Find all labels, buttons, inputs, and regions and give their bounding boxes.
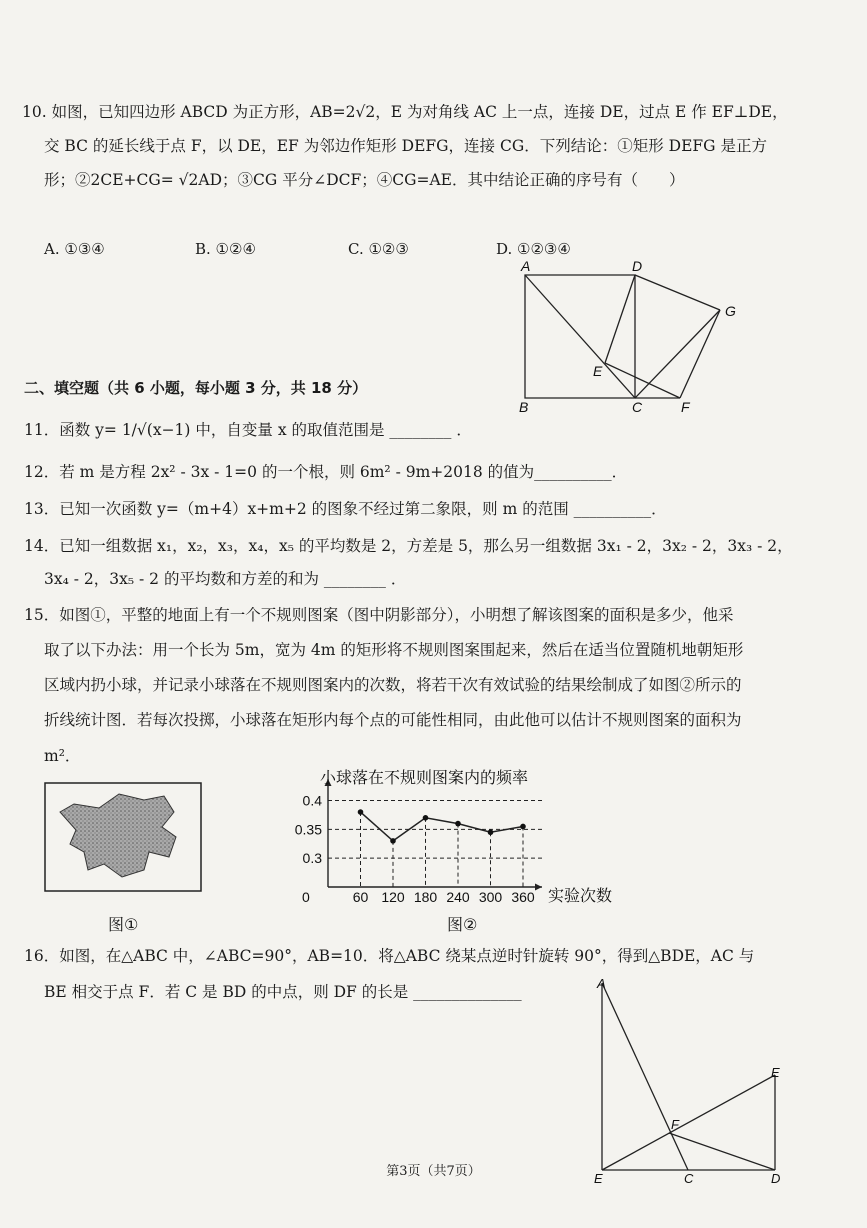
label-e: E (593, 363, 603, 379)
x-tick-label: 300 (478, 889, 503, 905)
data-point (455, 821, 461, 827)
label-a: A (597, 976, 606, 991)
q13: 13．已知一次函数 y=（m+4）x+m+2 的图象不经过第二象限，则 m 的范围 __________． (24, 500, 667, 518)
series-line (361, 812, 524, 841)
x-axis-label: 实验次数 (548, 888, 613, 905)
fig2-caption: 图② (447, 915, 478, 934)
q14-line1: 14．已知一组数据 x₁，x₂，x₃，x₄，x₅ 的平均数是 2，方差是 5，那么另一组数据 3x₁ - 2，3x₂ - 2，3x₃ - 2， (24, 537, 793, 555)
segment-cg (635, 310, 720, 398)
fig1-rectangle-with-pattern (44, 782, 204, 894)
label-d: D (632, 258, 643, 274)
q15-line4: 折线统计图．若每次投掷，小球落在矩形内每个点的可能性相同，由此他可以估计不规则图案的面积为 (44, 711, 742, 729)
q10-option-a: A. ①③④ (44, 240, 105, 258)
label-d: D (771, 1171, 781, 1185)
chart-title: 小球落在不规则图案内的频率 (320, 770, 529, 787)
segment-dg (635, 275, 720, 310)
q10-option-d: D. ①②③④ (496, 240, 571, 258)
segment-ac (602, 983, 688, 1170)
q10-geometry-figure (505, 255, 755, 420)
q10-line1: 10. 如图，已知四边形 ABCD 为正方形，AB=2√2，E 为对角线 AC 上一点，连接 DE，过点 E 作 EF⊥DE， (22, 103, 788, 121)
label-b: E (594, 1171, 603, 1185)
x-tick-label: 360 (511, 889, 535, 905)
q15-line2: 取了以下办法：用一个长为 5m，宽为 4m 的矩形将不规则图案围起来，然后在适当位置随机地朝矩形 (44, 641, 744, 659)
label-a: A (521, 258, 531, 274)
x-axis-arrow (535, 884, 542, 891)
label-f: F (671, 1117, 679, 1132)
fig2-frequency-chart (280, 765, 630, 905)
y-tick-label: 0.4 (302, 792, 322, 809)
q10-line3: 形；②2CE+CG= √2AD；③CG 平分∠DCF；④CG=AE．其中结论正确的序号有（ ） (44, 171, 685, 189)
y-tick-label: 0.3 (302, 850, 322, 867)
label-g: G (725, 303, 736, 319)
origin-label: 0 (302, 889, 310, 905)
label-b: B (519, 399, 529, 415)
label-e: E (771, 1065, 780, 1080)
q10-option-b: B. ①②④ (195, 240, 256, 258)
q15-line5: m²． (44, 747, 81, 765)
data-point (488, 829, 494, 835)
q10-option-c: C. ①②③ (348, 240, 409, 258)
x-tick-label: 120 (381, 889, 405, 905)
section-heading: 二、填空题（共 6 小题，每小题 3 分，共 18 分） (24, 379, 368, 397)
q10-line2: 交 BC 的延长线于点 F，以 DE，EF 为邻边作矩形 DEFG，连接 CG．下列结论：①矩形 DEFG 是正方 (44, 137, 767, 155)
q12: 12．若 m 是方程 2x² - 3x - 1=0 的一个根，则 6m² - 9m+2018 的值为__________． (24, 463, 628, 481)
q15-line3: 区域内扔小球，并记录小球落在不规则图案内的次数，将若干次有效试验的结果绘制成了如图②所示的 (44, 676, 742, 694)
x-tick-label: 240 (446, 889, 470, 905)
page-footer: 第3页（共7页） (386, 1164, 481, 1179)
data-point (423, 815, 429, 821)
label-c: C (684, 1171, 694, 1185)
x-tick-label: 180 (413, 889, 438, 905)
segment-be (602, 1075, 775, 1170)
q16-line1: 16．如图，在△ABC 中，∠ABC=90°，AB=10．将△ABC 绕某点逆时针旋转 90°，得到△BDE，AC 与 (24, 947, 755, 965)
x-tick-label: 60 (352, 889, 369, 905)
data-point (390, 838, 396, 844)
segment-de (605, 275, 635, 363)
segment-ef (605, 363, 680, 398)
data-point (358, 809, 364, 815)
q16-line2: BE 相交于点 F．若 C 是 BD 的中点，则 DF 的长是 ______________ (44, 983, 522, 1001)
fig1-caption: 图① (108, 915, 139, 934)
q11: 11．函数 y= 1/√(x−1) 中，自变量 x 的取值范围是 ________ ． (24, 421, 472, 439)
diagonal-ac (525, 275, 635, 398)
q14-line2: 3x₄ - 2，3x₅ - 2 的平均数和方差的和为 ________ ． (44, 570, 407, 588)
label-f: F (681, 399, 690, 415)
segment-gf (680, 310, 720, 398)
q16-geometry-figure (585, 975, 800, 1185)
label-c: C (632, 399, 643, 415)
q15-line1: 15．如图①，平整的地面上有一个不规则图案（图中阴影部分），小明想了解该图案的面积是多少，他采 (24, 606, 734, 624)
y-tick-label: 0.35 (294, 821, 322, 838)
data-point (520, 824, 526, 830)
